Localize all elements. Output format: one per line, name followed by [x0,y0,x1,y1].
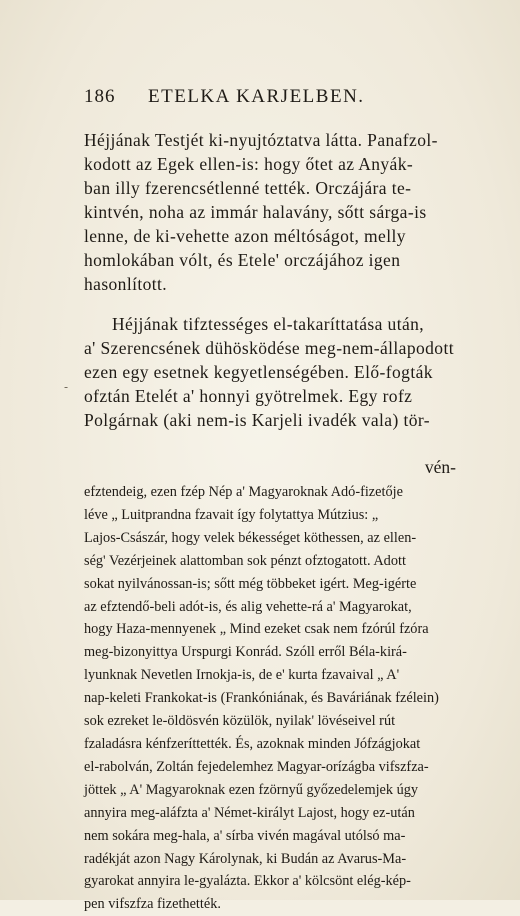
text-line: nap-keleti Frankokat-is (Frankóniának, és Baváriának fzélein) [84,690,439,707]
text-line: Lajos-Császár, hogy velek békességet köthessen, az ellen- [84,529,417,546]
text-line: Héjjának Testjét ki-nyujtóztatva látta. Panafzol- [84,130,438,150]
text-line: ezen egy esetnek kegyetlenségében. Elő-fogták [84,362,433,382]
text-line: sokat nyilvánossan-is; sőtt még többeket igért. Meg-igérte [84,575,417,592]
text-line: a' Szerencsének dühösködése meg-nem-állapodott [84,338,454,358]
text-line: radékját azon Nagy Károlynak, ki Budán az Avarus-Ma- [84,850,407,867]
paragraph-2 [84,312,460,432]
text-line: nem sokára meg-hala, a' sírba vivén magával utólsó ma- [84,827,406,844]
text-line: hogy Haza-mennyenek „ Mind ezeket csak nem fzórúl fzóra [84,621,429,638]
text-line: kodott az Egek ellen-is: hogy őtet az Anyák- [84,154,414,174]
text-line: sok ezreket le-öldösvén közülök, nyilak' lövéseivel rút [84,713,396,730]
text-line: Polgárnak (aki nem-is Karjeli ivadék vala) tör- [84,410,430,430]
text-line: meg-bizonyittya Urspurgi Konrád. Szóll erről Béla-kirá- [84,644,407,661]
text-line: gyarokat annyira le-gyalázta. Ekkor a' kölcsönt elég-kép- [84,873,411,890]
text-line: ofztán Etelét a' honnyi gyötrelmek. Egy rofz [84,386,413,406]
text-line: ban illy fzerencsétlenné tették. Orczájára te- [84,178,412,198]
text-line: efztendeig, ezen fzép Nép a' Magyaroknak Adó-fizetője [84,484,403,500]
text-line: jöttek „ A' Magyaroknak ezen fzörnyű győzedelemjek úgy [84,781,419,798]
text-line: lenne, de ki-vehette azon méltóságot, melly [84,226,406,246]
catchword: vén- [424,457,456,477]
page-number: 186 [84,86,116,107]
paragraph-1 [84,128,460,296]
text-line: homlokában vólt, és Etele' orczájához igen [84,250,401,270]
page-header [84,86,464,110]
text-line: hasonlított. [84,274,168,294]
text-line: annyira meg-aláfzta a' Német-királyt Lajost, hogy ez-után [84,804,415,821]
text-line: léve „ Luitprandna fzavait így folytattya Mútzius: „ [84,506,379,523]
text-line: lyunknak Nevetlen Irnokja-is, de e' kurta fzavaival „ A' [84,667,400,684]
text-line: pen vifszfza fizethették. [84,896,221,913]
footnote-block [84,481,460,916]
text-line: fzaladásra kénfzeríttették. És, azoknak minden Jófzágjokat [84,735,421,752]
running-title: ETELKA KARJELBEN. [148,86,365,107]
text-line: Héjjának tifztességes el-takaríttatása után, [112,314,425,334]
text-line: az efztendő-beli adót-is, és alig vehette-rá a' Magyarokat, [84,598,412,615]
text-line: kintvén, noha az immár halavány, sőtt sárga-is [84,202,427,222]
text-line: ség' Vezérjeinek alattomban sok pénzt ofztogatott. Adott [84,552,406,569]
margin-mark: - [64,380,69,394]
text-line: el-rabolván, Zoltán fejedelemhez Magyar-orízágba vifszfza- [84,758,429,775]
